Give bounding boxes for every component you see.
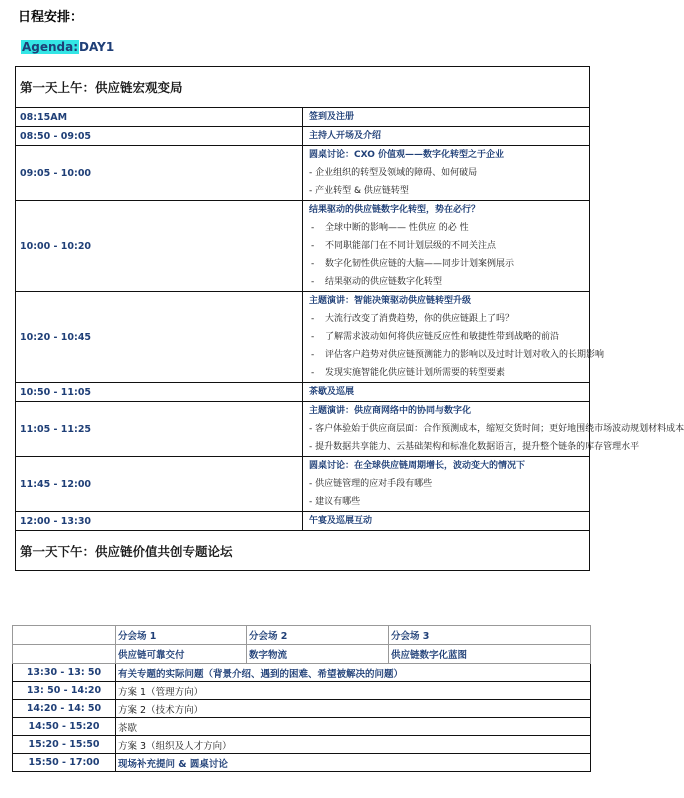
session-time: 15:50 - 17:00 xyxy=(13,754,116,772)
schedule-line xyxy=(309,310,589,328)
session-time: 14:50 - 15:20 xyxy=(13,718,116,736)
session-row xyxy=(13,736,591,754)
schedule-line xyxy=(309,346,605,364)
bullet-dash: - xyxy=(311,314,315,324)
schedule-line: 圆桌讨论：CXO 价值观——数字化转型之于企业 xyxy=(309,150,505,160)
session-time: 14:20 - 14: 50 xyxy=(13,700,116,718)
schedule-row xyxy=(16,108,590,127)
schedule-line xyxy=(309,237,589,255)
schedule-line: 圆桌讨论：在全球供应链周期增长，波动变大的情况下 xyxy=(309,461,526,471)
schedule-time: 11:05 - 11:25 xyxy=(16,402,303,457)
schedule-line-text: 全球中断的影响—— 性供应 的必 性 xyxy=(325,223,469,233)
afternoon-schedule-body xyxy=(13,626,591,772)
bullet-dash: - xyxy=(311,368,315,378)
schedule-line xyxy=(309,219,589,237)
agenda-highlight: Agenda: xyxy=(22,40,79,54)
schedule-line: 结果驱动的供应链数字化转型，势在必行？ xyxy=(309,205,481,215)
venue-name-2: 分会场 2 xyxy=(247,626,389,645)
schedule-line: 午宴及巡展互动 xyxy=(309,516,373,526)
agenda-day: DAY1 xyxy=(79,40,115,54)
schedule-line: 主持人开场及介绍 xyxy=(309,131,382,141)
session-row xyxy=(13,664,591,682)
session-time: 13:30 - 13: 50 xyxy=(13,664,116,682)
schedule-line: - 企业组织的转型及领域的障碍、如何破局 xyxy=(309,168,478,178)
afternoon-section-title: 第一天下午：供应链价值共创专题论坛 xyxy=(16,531,590,571)
schedule-line xyxy=(309,273,589,291)
session-row xyxy=(13,682,591,700)
section-header-row xyxy=(16,531,590,571)
schedule-content xyxy=(303,457,590,512)
bullet-dash: - xyxy=(311,332,315,342)
schedule-time: 10:50 - 11:05 xyxy=(16,383,303,402)
schedule-content xyxy=(303,402,684,457)
session-row xyxy=(13,754,591,772)
schedule-row xyxy=(16,512,590,531)
bullet-dash: - xyxy=(311,241,315,251)
session-row xyxy=(13,700,591,718)
section-header-row xyxy=(16,67,590,108)
session-time: 13: 50 - 14:20 xyxy=(13,682,116,700)
schedule-content xyxy=(303,292,605,383)
venue-name-3: 分会场 3 xyxy=(389,626,591,645)
schedule-row xyxy=(16,146,590,201)
schedule-time: 08:15AM xyxy=(16,108,303,127)
schedule-time: 11:45 - 12:00 xyxy=(16,457,303,512)
venue-topic-row xyxy=(13,645,591,664)
session-content: 方案 1（管理方向） xyxy=(116,682,591,700)
afternoon-schedule-table xyxy=(12,625,591,772)
schedule-row xyxy=(16,292,590,383)
schedule-time: 08:50 - 09:05 xyxy=(16,127,303,146)
schedule-line-text: 不同职能部门在不同计划层级的不同关注点 xyxy=(325,241,497,251)
schedule-content xyxy=(303,383,590,402)
agenda-label xyxy=(21,40,114,54)
bullet-dash: - xyxy=(311,259,315,269)
schedule-line xyxy=(309,255,589,273)
schedule-line xyxy=(309,364,589,382)
schedule-content xyxy=(303,512,590,531)
page-title: 日程安排： xyxy=(18,10,84,25)
venue-blank-cell xyxy=(13,645,116,664)
schedule-time: 09:05 - 10:00 xyxy=(16,146,303,201)
schedule-time: 10:00 - 10:20 xyxy=(16,201,303,292)
schedule-row xyxy=(16,383,590,402)
schedule-time: 12:00 - 13:30 xyxy=(16,512,303,531)
morning-section-title: 第一天上午：供应链宏观变局 xyxy=(16,67,590,108)
session-row xyxy=(13,718,591,736)
schedule-time: 10:20 - 10:45 xyxy=(16,292,303,383)
schedule-line: 主题演讲：供应商网络中的协同与数字化 xyxy=(309,406,472,416)
session-time: 15:20 - 15:50 xyxy=(13,736,116,754)
schedule-line xyxy=(309,328,589,346)
bullet-dash: - xyxy=(311,350,315,360)
schedule-row xyxy=(16,127,590,146)
schedule-line: - 供应链管理的应对手段有哪些 xyxy=(309,479,433,489)
schedule-line: - 客户体验始于供应商层面：合作预测成本，缩短交货时间；更好地围绕市场波动规划材料成本 xyxy=(309,424,684,434)
schedule-content xyxy=(303,146,590,201)
morning-schedule-table xyxy=(15,66,684,571)
schedule-line-text: 评估客户趋势对供应链预测能力的影响以及过时计划对收入的长期影响 xyxy=(325,350,605,360)
schedule-content xyxy=(303,201,590,292)
schedule-line-text: 数字化韧性供应链的大脑——同步计划案例展示 xyxy=(325,259,515,269)
schedule-line-text: 发现实施智能化供应链计划所需要的转型要素 xyxy=(325,368,506,378)
schedule-line: 茶歇及巡展 xyxy=(309,387,355,397)
venue-name-1: 分会场 1 xyxy=(116,626,247,645)
schedule-line-text: 大流行改变了消费趋势，你的供应链跟上了吗？ xyxy=(325,314,515,324)
session-content: 有关专题的实际问题（背景介绍、遇到的困难、希望被解决的问题） xyxy=(116,664,591,682)
schedule-line: - 提升数据共享能力、云基础架构和标准化数据语言，提升整个链条的库存管理水平 xyxy=(309,442,640,452)
venue-topic-2: 数字物流 xyxy=(247,645,389,664)
schedule-line-text: 了解需求波动如何将供应链反应性和敏捷性带到战略的前沿 xyxy=(325,332,560,342)
schedule-content xyxy=(303,127,590,146)
session-content: 方案 2（技术方向） xyxy=(116,700,591,718)
schedule-line: - 建议有哪些 xyxy=(309,497,361,507)
morning-schedule-body xyxy=(16,67,684,571)
venue-topic-3: 供应链数字化蓝图 xyxy=(389,645,591,664)
session-content: 现场补充提问 & 圆桌讨论 xyxy=(116,754,591,772)
schedule-row xyxy=(16,201,590,292)
schedule-content xyxy=(303,108,590,127)
venue-name-row xyxy=(13,626,591,645)
bullet-dash: - xyxy=(311,223,315,233)
schedule-line: 主题演讲：智能决策驱动供应链转型升级 xyxy=(309,296,472,306)
venue-topic-1: 供应链可靠交付 xyxy=(116,645,247,664)
venue-blank-cell xyxy=(13,626,116,645)
schedule-row xyxy=(16,457,590,512)
session-content: 茶歇 xyxy=(116,718,591,736)
session-content: 方案 3（组织及人才方向） xyxy=(116,736,591,754)
schedule-line: - 产业转型 & 供应链转型 xyxy=(309,186,409,196)
bullet-dash: - xyxy=(311,277,315,287)
schedule-line: 签到及注册 xyxy=(309,112,355,122)
schedule-line-text: 结果驱动的供应链数字化转型 xyxy=(325,277,443,287)
schedule-row xyxy=(16,402,590,457)
